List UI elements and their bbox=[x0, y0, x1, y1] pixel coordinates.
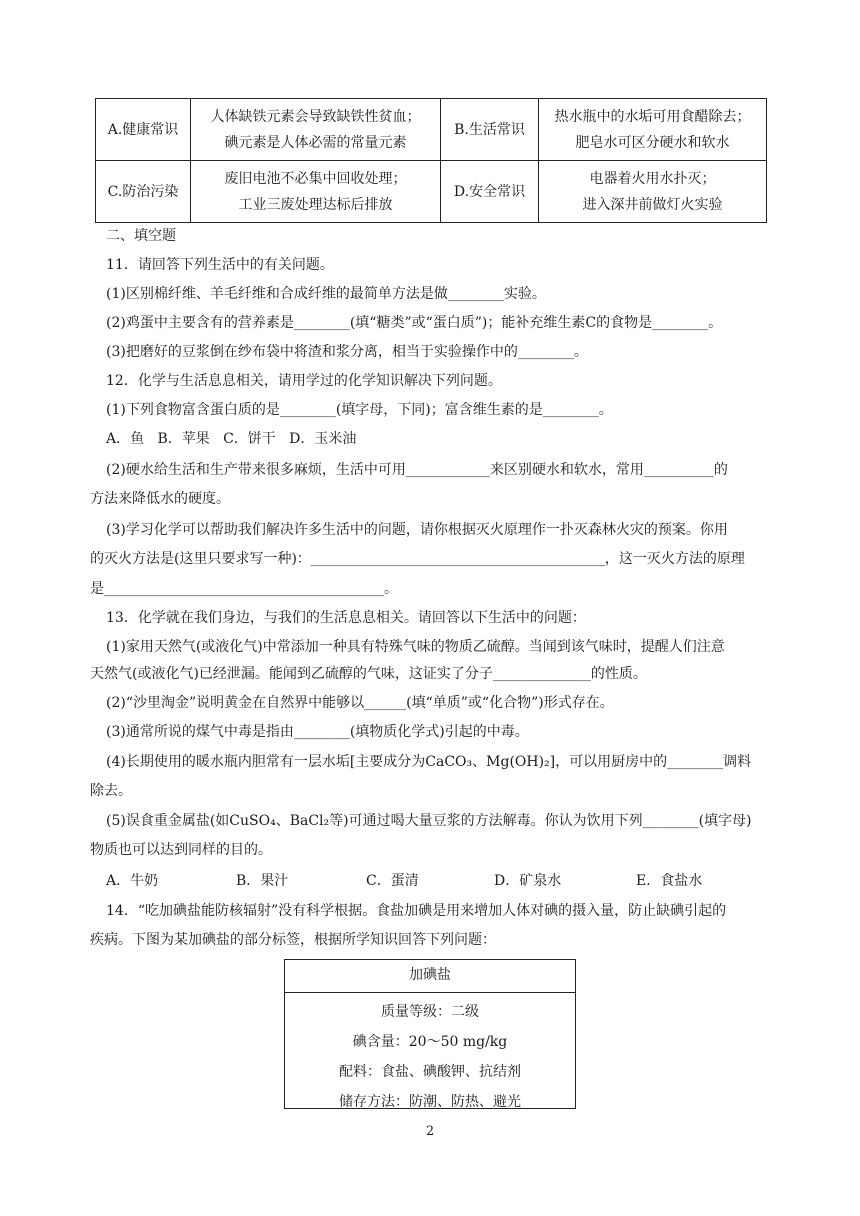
cell-line: 碘元素是人体必需的常量元素 bbox=[224, 134, 407, 151]
question-stem: 11．请回答下列生活中的有关问题。 bbox=[106, 257, 334, 273]
salt-label-body bbox=[285, 993, 575, 1117]
question-part: (2)“沙里淘金”说明黄金在自然界中能够以______(填“单质”或“化合物”)形式存在。 bbox=[106, 695, 614, 711]
salt-label-line: 配料：食盐、碘酸钾、抗结剂 bbox=[339, 1064, 521, 1080]
question-part: (3)通常所说的煤气中毒是指由________(填物质化学式)引起的中毒。 bbox=[106, 724, 529, 740]
question-part: (5)误食重金属盐(如CuSO₄、BaCl₂等)可通过喝大量豆浆的方法解毒。你认为饮用下列________(填字母) bbox=[106, 813, 752, 829]
table-cell bbox=[191, 161, 441, 223]
question-part: 天然气(或液化气)已经泄漏。能闻到乙硫醇的气味，这证实了分子______________的性质。 bbox=[90, 666, 647, 682]
salt-label-line: 储存方法：防潮、防热、避光 bbox=[339, 1094, 521, 1110]
table-cell bbox=[539, 161, 767, 223]
answer-option: E．食盐水 bbox=[636, 873, 703, 889]
cell-line: 热水瓶中的水垢可用食醋除去； bbox=[554, 108, 751, 125]
question-stem: 13．化学就在我们身边，与我们的生活息息相关。请回答以下生活中的问题： bbox=[106, 610, 586, 626]
cell-line: 电器着火用水扑灭； bbox=[589, 170, 716, 187]
table-cell: B.生活常识 bbox=[441, 99, 539, 161]
answer-option: C．蛋清 bbox=[366, 873, 419, 889]
question-stem: 12．化学与生活息息相关，请用学过的化学知识解决下列问题。 bbox=[106, 373, 502, 389]
question-part: (4)长期使用的暖水瓶内胆常有一层水垢[主要成分为CaCO₃、Mg(OH)₂]，可以用厨房中的________调料 bbox=[106, 754, 752, 770]
answer-option: D．矿泉水 bbox=[494, 873, 562, 889]
question-part: 的灭火方法是(这里只要求写一种)：__________________________________________，这一灭火方法的原理 bbox=[90, 551, 745, 567]
question-part: 除去。 bbox=[90, 783, 132, 799]
question-part: (1)下列食物富含蛋白质的是________(填字母，下同)；富含维生素的是________。 bbox=[106, 402, 613, 418]
cell-line: 人体缺铁元素会导致缺铁性贫血； bbox=[210, 108, 421, 125]
salt-label-box bbox=[284, 959, 576, 1109]
cell-line: 肥皂水可区分硬水和软水 bbox=[575, 134, 730, 151]
cell-line: 废旧电池不必集中回收处理； bbox=[224, 170, 407, 187]
question-part: (1)家用天然气(或液化气)中常添加一种具有特殊气味的物质乙硫醇。当闻到该气味时，提醒人们注意 bbox=[106, 639, 725, 655]
question-stem: 疾病。下图为某加碘盐的部分标签，根据所学知识回答下列问题： bbox=[90, 932, 496, 948]
section-heading: 二、填空题 bbox=[106, 228, 176, 244]
knowledge-table bbox=[95, 98, 767, 223]
salt-label-title: 加碘盐 bbox=[285, 960, 575, 993]
question-part: (3)把磨好的豆浆倒在纱布袋中将渣和浆分离，相当于实验操作中的________。 bbox=[106, 344, 588, 360]
page-number: 2 bbox=[425, 1124, 435, 1139]
question-part: (1)区别棉纤维、羊毛纤维和合成纤维的最简单方法是做________实验。 bbox=[106, 286, 546, 302]
table-cell bbox=[539, 99, 767, 161]
table-cell bbox=[191, 99, 441, 161]
table-row bbox=[96, 161, 767, 223]
table-row bbox=[96, 99, 767, 161]
question-stem: 14．“吃加碘盐能防核辐射”没有科学根据。食盐加碘是用来增加人体对碘的摄入量，防止缺碘引起的 bbox=[106, 903, 727, 919]
table-cell: D.安全常识 bbox=[441, 161, 539, 223]
answer-option: B．果汁 bbox=[236, 873, 289, 889]
question-part: (3)学习化学可以帮助我们解决许多生活中的问题，请你根据灭火原理作一扑灭森林火灾的预案。你用 bbox=[106, 522, 728, 538]
table-cell: C.防治污染 bbox=[96, 161, 191, 223]
answer-option: A．牛奶 bbox=[106, 873, 159, 889]
salt-label-line: 质量等级：二级 bbox=[381, 1004, 479, 1020]
table-cell: A.健康常识 bbox=[96, 99, 191, 161]
cell-line: 进入深井前做灯火实验 bbox=[582, 196, 723, 213]
question-part: 物质也可以达到同样的目的。 bbox=[90, 842, 272, 858]
question-part: (2)鸡蛋中主要含有的营养素是________(填“糖类”或“蛋白质”)；能补充维生素C的食物是________。 bbox=[106, 315, 723, 331]
question-part: 方法来降低水的硬度。 bbox=[90, 491, 230, 507]
salt-label-line: 碘含量：20～50 mg/kg bbox=[352, 1034, 508, 1050]
question-part: 是________________________________________。 bbox=[90, 581, 398, 597]
question-part: (2)硬水给生活和生产带来很多麻烦，生活中可用____________来区别硬水和软水，常用__________的 bbox=[106, 462, 728, 478]
answer-options: A．鱼 B．苹果 C．饼干 D．玉米油 bbox=[106, 431, 357, 447]
cell-line: 工业三废处理达标后排放 bbox=[238, 196, 393, 213]
